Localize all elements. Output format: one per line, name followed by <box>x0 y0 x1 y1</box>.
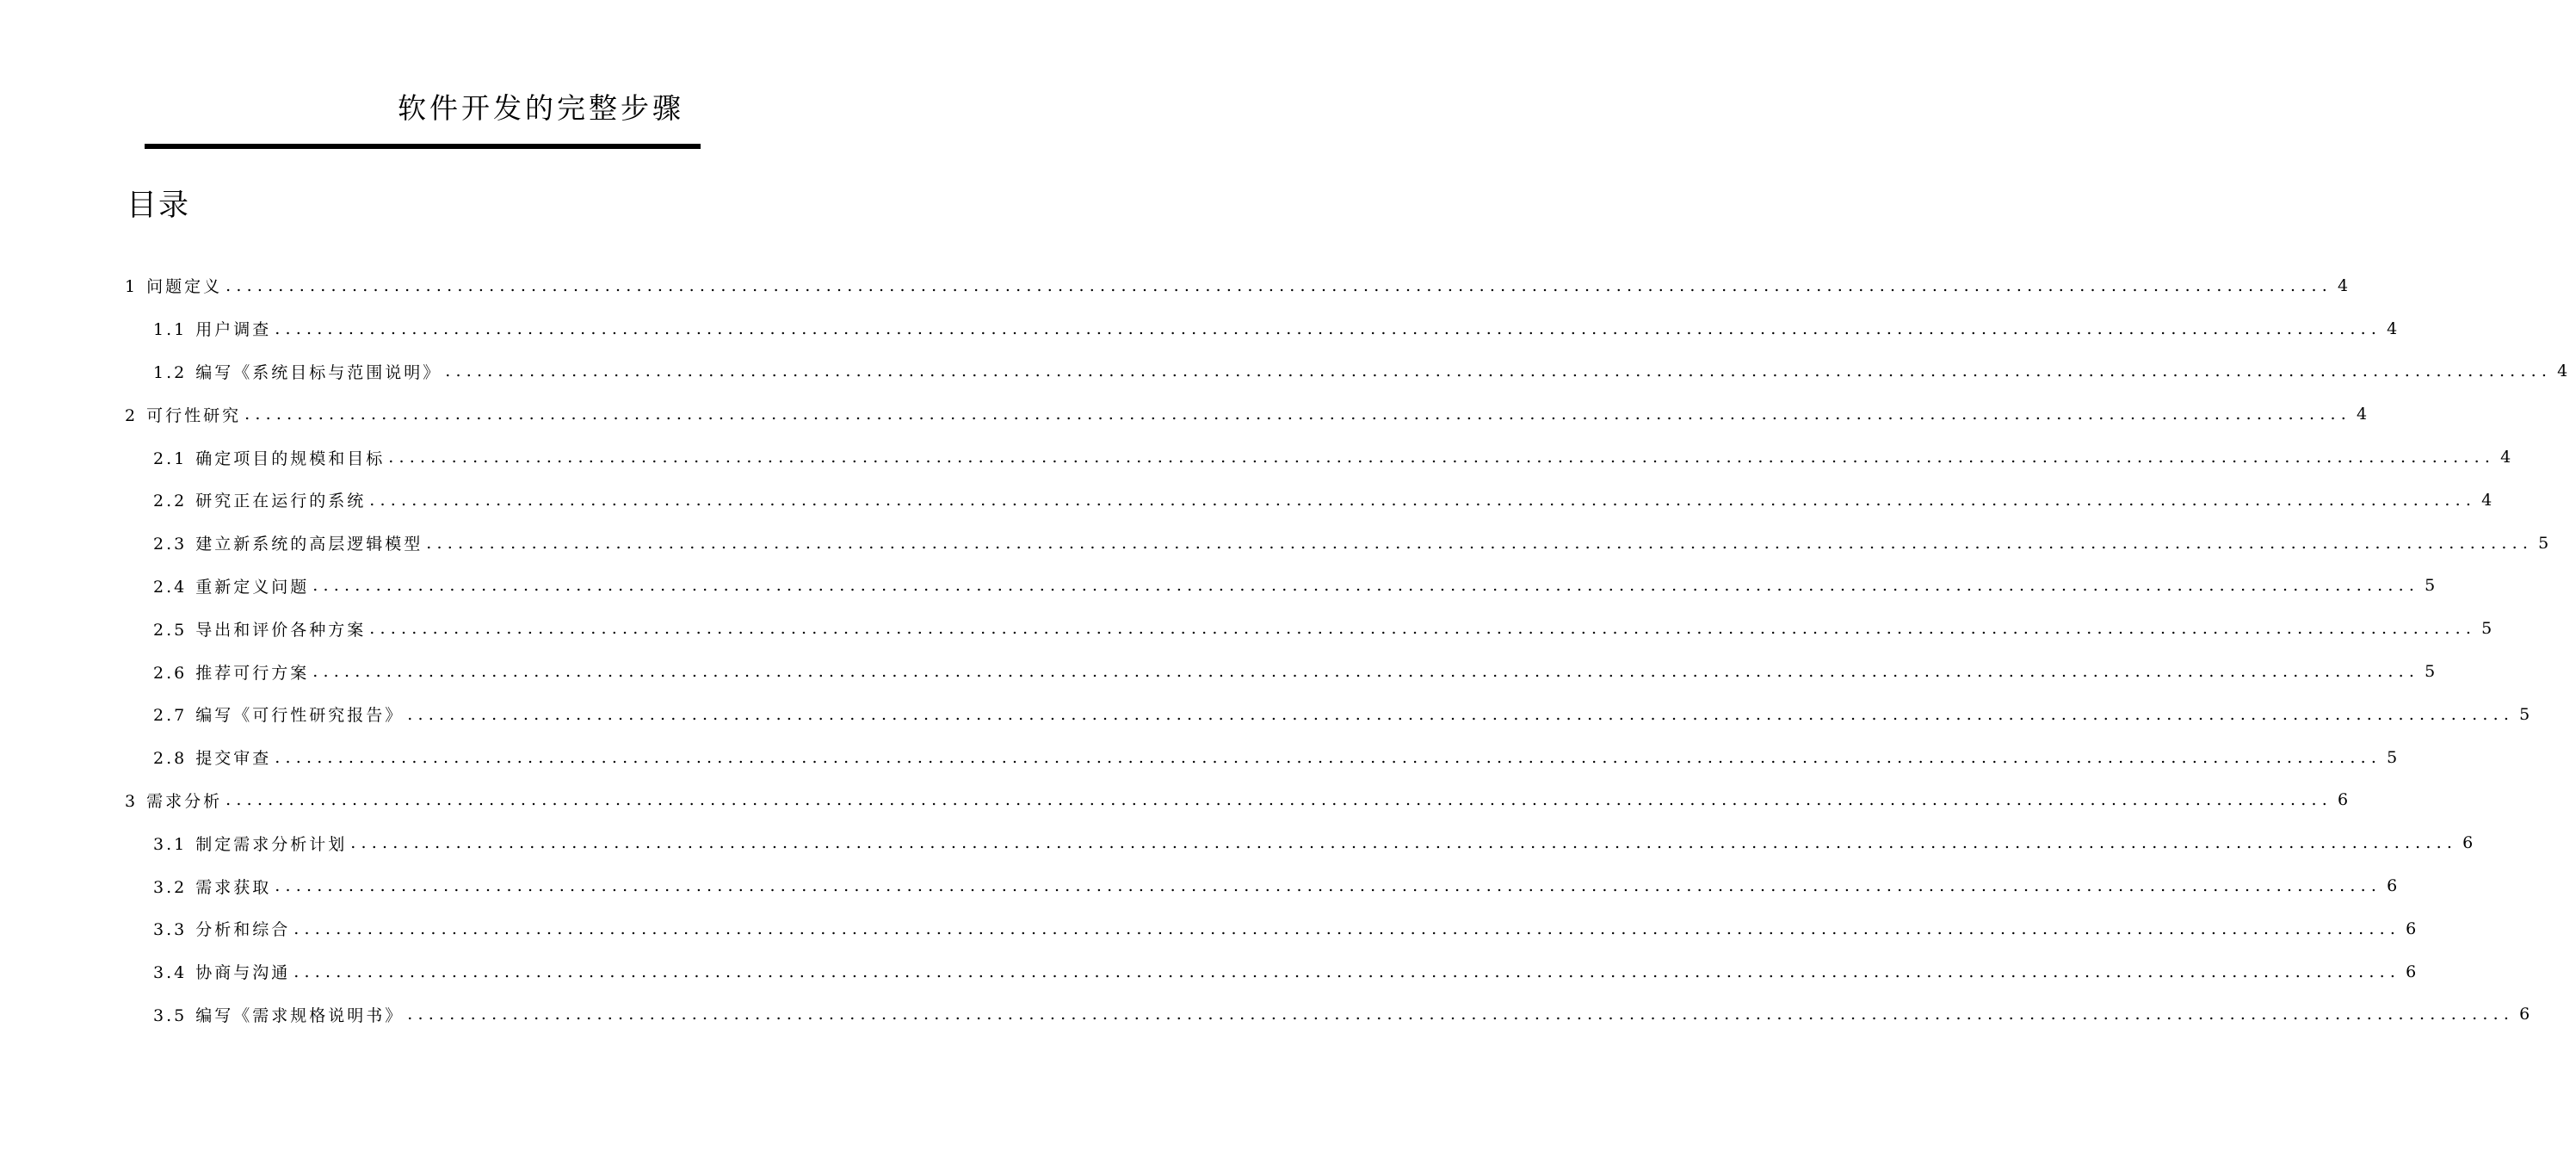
toc-dot-leader: ........................................................................................................................................................................................................ <box>293 919 2401 938</box>
toc-entry-number: 2.4 <box>153 577 188 597</box>
toc-entry-text: 重新定义问题 <box>195 577 310 597</box>
toc-entry-number: 3.5 <box>153 1005 188 1025</box>
toc-entry-text: 制定需求分析计划 <box>195 834 348 854</box>
toc-dot-leader: ........................................................................................................................................................................................................ <box>312 662 2420 682</box>
toc-entry-page: 6 <box>2387 876 2400 896</box>
toc-entry-text: 推荐可行方案 <box>195 663 310 683</box>
toc-entry-number: 2.8 <box>153 749 188 769</box>
toc-entry-page: 5 <box>2519 704 2533 724</box>
toc-entry-number: 1.1 <box>153 320 188 340</box>
title-underline-rule <box>145 144 701 149</box>
toc-entry-number: 3.3 <box>153 920 188 940</box>
toc-dot-leader: ........................................................................................................................................................................................................ <box>350 833 2458 853</box>
toc-entry[interactable] <box>0 907 2419 950</box>
toc-entry[interactable] <box>0 522 2552 565</box>
toc-entry-label <box>125 789 222 812</box>
toc-entry[interactable] <box>0 993 2533 1036</box>
toc-entry-text: 编写《可行性研究报告》 <box>195 706 405 726</box>
toc-entry-label <box>125 403 241 426</box>
toc-entry[interactable] <box>0 693 2533 736</box>
toc-entry[interactable] <box>0 821 2476 864</box>
toc-entry-label <box>153 574 309 597</box>
toc-entry-number: 1 <box>125 277 139 297</box>
toc-entry-number: 3.1 <box>153 834 188 854</box>
toc-entry-text: 建立新系统的高层逻辑模型 <box>195 535 423 554</box>
toc-entry[interactable] <box>0 950 2419 993</box>
toc-entry-label <box>125 274 222 297</box>
toc-entry-number: 3 <box>125 791 139 811</box>
toc-dot-leader: ........................................................................................................................................................................................................ <box>426 533 2534 553</box>
toc-entry-label <box>153 917 290 940</box>
toc-entry-text: 可行性研究 <box>146 405 242 425</box>
toc-dot-leader: ........................................................................................................................................................................................................ <box>244 405 2352 424</box>
toc-entry[interactable] <box>0 264 2351 307</box>
toc-entry-page: 6 <box>2406 919 2419 938</box>
toc-entry-number: 2.1 <box>153 449 188 468</box>
toc-entry-text: 需求获取 <box>195 877 272 897</box>
toc-entry-text: 编写《需求规格说明书》 <box>195 1005 405 1025</box>
toc-entry-label <box>153 488 366 511</box>
toc-entry-text: 分析和综合 <box>195 920 291 940</box>
toc-entry-number: 3.4 <box>153 963 188 983</box>
toc-entry-page: 6 <box>2462 833 2476 853</box>
toc-dot-leader: ........................................................................................................................................................................................................ <box>275 876 2382 896</box>
toc-entry-label <box>153 832 347 855</box>
toc-entry-number: 2.7 <box>153 706 188 726</box>
toc-entry-number: 1.2 <box>153 362 188 382</box>
toc-entry[interactable] <box>0 436 2514 479</box>
toc-dot-leader: ........................................................................................................................................................................................................ <box>275 319 2382 338</box>
toc-entry-page: 6 <box>2338 790 2351 810</box>
toc-entry-label <box>153 875 271 898</box>
toc-dot-leader: ........................................................................................................................................................................................................ <box>293 962 2401 981</box>
document-title: 软件开发的完整步骤 <box>398 91 684 125</box>
toc-entry-page: 4 <box>2500 448 2514 467</box>
toc-entry-text: 用户调查 <box>195 320 272 340</box>
toc-entry-page: 6 <box>2519 1005 2533 1024</box>
toc-dot-leader: ........................................................................................................................................................................................................ <box>407 704 2515 724</box>
table-of-contents <box>0 264 2571 1036</box>
toc-entry-number: 2.3 <box>153 535 188 554</box>
toc-entry-page: 6 <box>2406 962 2419 981</box>
toc-entry-page: 4 <box>2387 319 2400 338</box>
toc-entry-number: 2.2 <box>153 492 188 511</box>
toc-entry[interactable] <box>0 350 2571 393</box>
toc-entry-text: 确定项目的规模和目标 <box>195 449 386 468</box>
toc-dot-leader: ........................................................................................................................................................................................................ <box>225 275 2333 295</box>
toc-entry[interactable] <box>0 565 2438 608</box>
toc-entry[interactable] <box>0 650 2438 693</box>
toc-entry-text: 导出和评价各种方案 <box>195 620 367 640</box>
toc-entry-label <box>153 617 366 640</box>
toc-entry[interactable] <box>0 393 2370 436</box>
toc-entry-label <box>153 360 442 383</box>
toc-entry[interactable] <box>0 607 2495 650</box>
toc-entry-label <box>153 746 271 769</box>
toc-entry-page: 4 <box>2338 275 2351 295</box>
toc-entry-label <box>153 1003 404 1026</box>
toc-entry-text: 需求分析 <box>146 791 223 811</box>
toc-entry-text: 提交审查 <box>195 749 272 769</box>
toc-entry-number: 2.6 <box>153 663 188 683</box>
toc-dot-leader: ........................................................................................................................................................................................................ <box>369 490 2477 510</box>
toc-entry-number: 2.5 <box>153 620 188 640</box>
toc-entry-text: 研究正在运行的系统 <box>195 492 367 511</box>
toc-entry-label <box>153 660 309 684</box>
toc-entry-label <box>153 317 271 340</box>
toc-entry-page: 5 <box>2481 619 2495 639</box>
toc-dot-leader: ........................................................................................................................................................................................................ <box>388 448 2496 467</box>
toc-entry[interactable] <box>0 479 2495 522</box>
toc-entry-page: 4 <box>2357 405 2370 424</box>
toc-heading: 目录 <box>127 189 191 223</box>
toc-dot-leader: ........................................................................................................................................................................................................ <box>445 362 2553 381</box>
toc-entry-page: 5 <box>2425 576 2438 596</box>
toc-dot-leader: ........................................................................................................................................................................................................ <box>225 790 2333 810</box>
toc-entry[interactable] <box>0 779 2351 822</box>
toc-dot-leader: ........................................................................................................................................................................................................ <box>275 747 2382 767</box>
toc-entry-page: 4 <box>2557 362 2571 381</box>
toc-entry-number: 2 <box>125 405 139 425</box>
toc-entry-label <box>153 446 385 469</box>
toc-dot-leader: ........................................................................................................................................................................................................ <box>407 1005 2515 1024</box>
toc-entry-label <box>153 960 290 983</box>
toc-entry-text: 编写《系统目标与范围说明》 <box>195 362 442 382</box>
toc-entry-page: 5 <box>2387 747 2400 767</box>
toc-dot-leader: ........................................................................................................................................................................................................ <box>369 619 2477 639</box>
toc-entry-text: 协商与沟通 <box>195 963 291 983</box>
toc-entry[interactable] <box>0 736 2400 779</box>
toc-entry-label <box>153 702 404 726</box>
toc-entry-text: 问题定义 <box>146 277 223 297</box>
toc-entry-page: 4 <box>2481 490 2495 510</box>
toc-dot-leader: ........................................................................................................................................................................................................ <box>312 576 2420 596</box>
toc-entry-label <box>153 531 423 554</box>
toc-entry[interactable] <box>0 307 2400 350</box>
toc-entry-number: 3.2 <box>153 877 188 897</box>
toc-entry[interactable] <box>0 864 2400 907</box>
toc-entry-page: 5 <box>2538 533 2552 553</box>
toc-entry-page: 5 <box>2425 662 2438 682</box>
